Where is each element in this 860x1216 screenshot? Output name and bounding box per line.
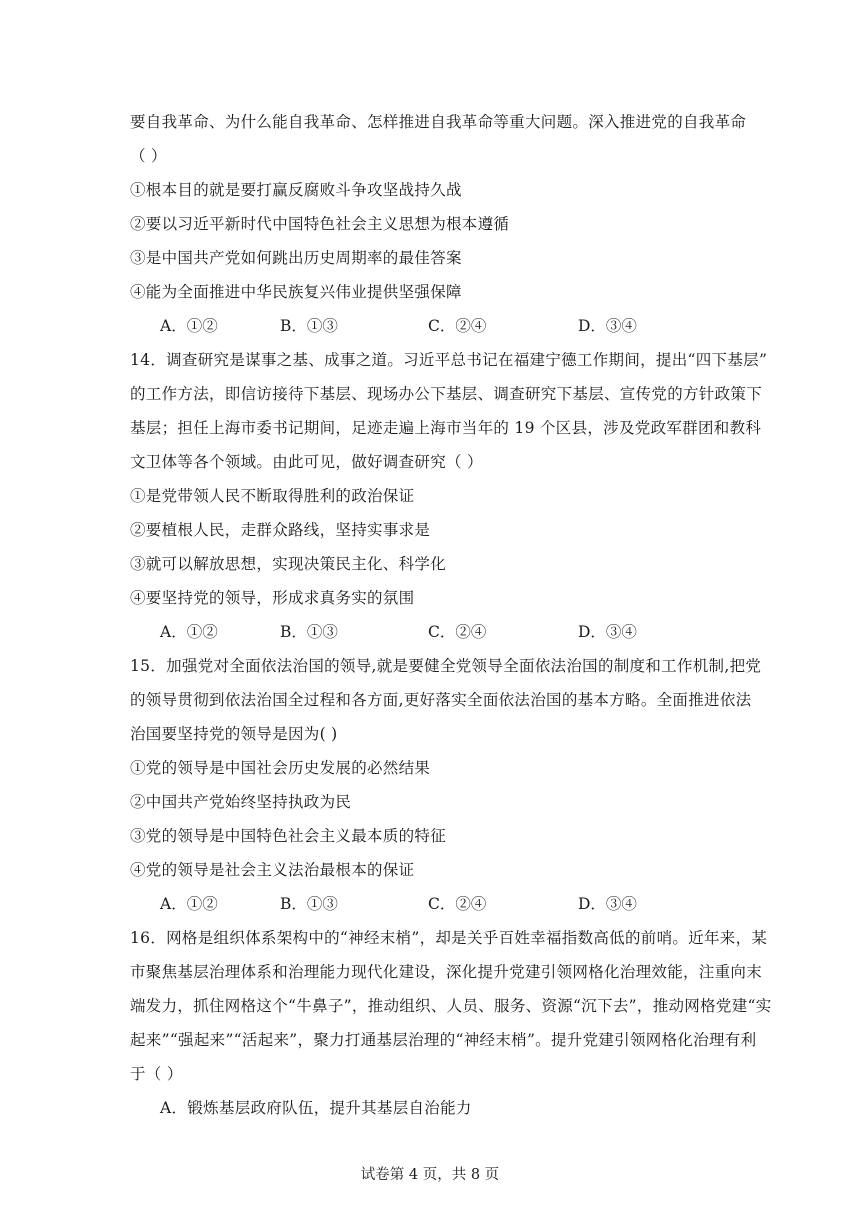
q14-statement-4: ④要坚持党的领导，形成求真务实的氛围 bbox=[130, 589, 415, 607]
q14-statement-1: ①是党带领人民不断取得胜利的政治保证 bbox=[130, 487, 415, 505]
q13-statement-2: ②要以习近平新时代中国特色社会主义思想为根本遵循 bbox=[130, 215, 510, 233]
q15-statement-3: ③党的领导是中国特色社会主义最本质的特征 bbox=[130, 827, 447, 845]
q13-option-d[interactable]: D．③④ bbox=[578, 317, 637, 335]
q15-text-line-2: 的领导贯彻到依法治国全过程和各方面,更好落实全面依法治国的基本方略。全面推进依法 bbox=[130, 691, 752, 709]
q16-text-line-1: 16．网格是组织体系架构中的“神经末梢”，却是关乎百姓幸福指数高低的前哨。近年来，某 bbox=[130, 929, 768, 947]
q13-statement-3: ③是中国共产党如何跳出历史周期率的最佳答案 bbox=[130, 249, 462, 267]
q13-text-line-1: 要自我革命、为什么能自我革命、怎样推进自我革命等重大问题。深入推进党的自我革命 bbox=[130, 113, 747, 131]
q15-text-line-1: 15．加强党对全面依法治国的领导,就是要健全党领导全面依法治国的制度和工作机制,把党 bbox=[130, 657, 762, 675]
q13-option-a[interactable]: A．①② bbox=[160, 317, 218, 335]
q15-option-d[interactable]: D．③④ bbox=[578, 895, 637, 913]
q16-text-line-3: 端发力，抓住网格这个“牛鼻子”，推动组织、人员、服务、资源“沉下去”，推动网格党建“实 bbox=[130, 997, 772, 1015]
q16-option-a[interactable]: A．锻炼基层政府队伍，提升其基层自治能力 bbox=[160, 1099, 472, 1117]
q13-statement-1: ①根本目的就是要打赢反腐败斗争攻坚战持久战 bbox=[130, 181, 462, 199]
q14-text-line-1: 14．调查研究是谋事之基、成事之道。习近平总书记在福建宁德工作期间，提出“四下基层” bbox=[130, 351, 768, 369]
q15-statement-2: ②中国共产党始终坚持执政为民 bbox=[130, 793, 352, 811]
q14-option-d[interactable]: D．③④ bbox=[578, 623, 637, 641]
q15-text-line-3: 治国要坚持党的领导是因为( ) bbox=[130, 725, 338, 743]
q14-statement-2: ②要植根人民，走群众路线，坚持实事求是 bbox=[130, 521, 431, 539]
q16-text-line-5: 于（ ） bbox=[130, 1065, 183, 1083]
q15-statement-4: ④党的领导是社会主义法治最根本的保证 bbox=[130, 861, 415, 879]
q16-text-line-4: 起来”“强起来”“活起来”，聚力打通基层治理的“神经末梢”。提升党建引领网格化治理有利 bbox=[130, 1031, 757, 1049]
q14-text-line-4: 文卫体等各个领域。由此可见，做好调查研究（ ） bbox=[130, 453, 483, 471]
q16-text-line-2: 市聚焦基层治理体系和治理能力现代化建设，深化提升党建引领网格化治理效能，注重向末 bbox=[130, 963, 763, 981]
q13-text-line-2: （ ） bbox=[130, 147, 167, 165]
q13-option-c[interactable]: C．②④ bbox=[428, 317, 487, 335]
q15-option-c[interactable]: C．②④ bbox=[428, 895, 487, 913]
q14-text-line-3: 基层；担任上海市委书记期间，足迹走遍上海市当年的 19 个区县，涉及党政军群团和教科 bbox=[130, 419, 762, 437]
q13-option-b[interactable]: B．①③ bbox=[280, 317, 338, 335]
q14-option-a[interactable]: A．①② bbox=[160, 623, 218, 641]
q14-statement-3: ③就可以解放思想，实现决策民主化、科学化 bbox=[130, 555, 447, 573]
page-footer: 试卷第 4 页，共 8 页 bbox=[360, 1167, 500, 1183]
q14-text-line-2: 的工作方法，即信访接待下基层、现场办公下基层、调查研究下基层、宣传党的方针政策下 bbox=[130, 385, 763, 403]
q15-statement-1: ①党的领导是中国社会历史发展的必然结果 bbox=[130, 759, 431, 777]
q14-option-b[interactable]: B．①③ bbox=[280, 623, 338, 641]
q15-option-b[interactable]: B．①③ bbox=[280, 895, 338, 913]
q15-option-a[interactable]: A．①② bbox=[160, 895, 218, 913]
q14-option-c[interactable]: C．②④ bbox=[428, 623, 487, 641]
q13-statement-4: ④能为全面推进中华民族复兴伟业提供坚强保障 bbox=[130, 283, 462, 301]
